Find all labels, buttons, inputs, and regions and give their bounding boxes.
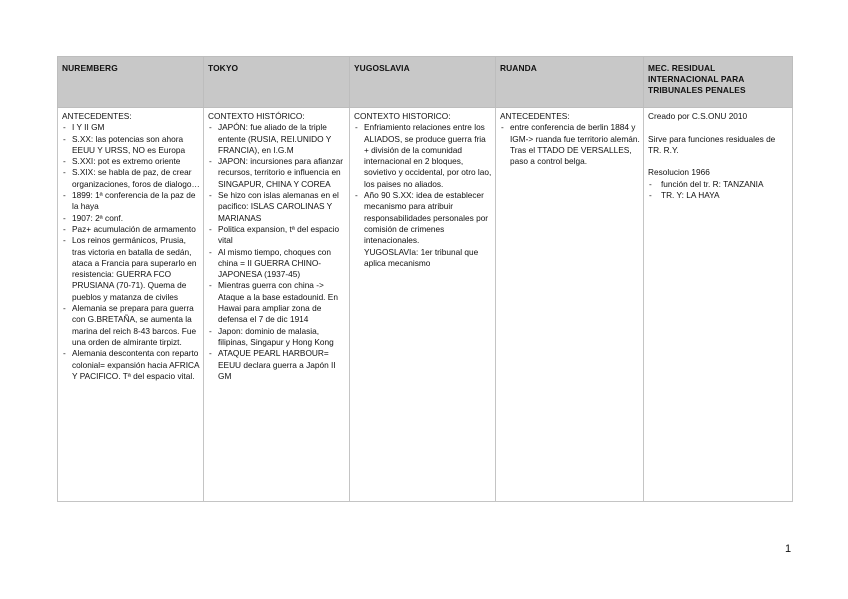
nuremberg-title: ANTECEDENTES:: [62, 111, 132, 121]
list-item: - I Y II GM: [62, 122, 200, 133]
tokyo-title: CONTEXTO HISTÓRICO:: [208, 111, 305, 121]
list-item: - 1899: 1ª conferencia de la paz de la haya: [62, 190, 200, 213]
header-yugoslavia: YUGOSLAVIA: [350, 57, 496, 108]
list-item: - Paz+ acumulación de armamento: [62, 224, 200, 235]
mecanismo-list: [648, 179, 789, 202]
comparison-table: [57, 56, 793, 502]
header-tokyo: TOKYO: [204, 57, 350, 108]
ruanda-list: [500, 122, 640, 167]
mecanismo-purpose: Sirve para funciones residuales de TR. R.Y.: [648, 133, 776, 155]
list-item: - Año 90 S.XX: idea de establecer mecanismo para atribuir responsabilidades personales por comisión de crimenes intenacionales.: [354, 190, 492, 246]
header-ruanda: RUANDA: [496, 57, 644, 108]
list-item: - S.XXI: pot es extremo oriente: [62, 156, 200, 167]
header-mecanismo: MEC. RESIDUAL INTERNACIONAL PARA TRIBUNALES PENALES: [644, 57, 793, 108]
nuremberg-list: [62, 122, 200, 382]
header-row: [58, 57, 793, 108]
list-item: - Al mismo tiempo, choques con china = II GUERRA CHINO-JAPONESA (1937-45): [208, 247, 346, 281]
list-item: - Alemania descontenta con reparto colonial= expansión hacia AFRICA Y PACIFICO. Tª del espacio vital.: [62, 348, 200, 382]
yugoslavia-list: [354, 122, 492, 246]
list-item: - 1907: 2ª conf.: [62, 213, 200, 224]
cell-tokyo: [204, 108, 350, 502]
list-item: - Se hizo con islas alemanas en el pacifico: ISLAS CAROLINAS Y MARIANAS: [208, 190, 346, 224]
header-nuremberg: NUREMBERG: [58, 57, 204, 108]
list-item: - Mientras guerra con china -> Ataque a la base estadounid. En Hawai para ampliar zona de defensa el 7 de dic 1914: [208, 280, 346, 325]
mecanismo-created: Creado por C.S.ONU 2010: [648, 111, 748, 121]
list-item: - entre conferencia de berlin 1884 y IGM-> ruanda fue territorio alemán. Tras el TTADO DE VERSALLES, paso a control belga.: [500, 122, 640, 167]
tokyo-list: [208, 122, 346, 382]
list-item: - Alemania se prepara para guerra con G.BRETAÑA, se aumenta la marina del reich 8-43 barcos. Fue una orden de almirante tirpizt.: [62, 303, 200, 348]
yugoslavia-note: YUGOSLAVIa: 1er tribunal que aplica mecanismo: [364, 246, 479, 268]
list-item: - Enfriamiento relaciones entre los ALIADOS, se produce guerra fria + división de la comunidad internacional en 2 bloques, sovietivo y occidental, por otro lao, los paises no aliados.: [354, 122, 492, 190]
list-item: - función del tr. R: TANZANIA: [648, 179, 789, 190]
list-item: - S.XIX: se habla de paz, de crear organizaciones, foros de dialogo…: [62, 167, 200, 190]
list-item: - Japon: dominio de malasia, filipinas, Singapur y Hong Kong: [208, 326, 346, 349]
list-item: - Los reinos germánicos, Prusia, tras victoria en batalla de sedán, ataca a Francia para superarlo en resistencia: GUERRA FCO PRUSIANA (70-71). Quema de pueblos y matanza de civiles: [62, 235, 200, 303]
content-row: [58, 108, 793, 502]
list-item: - Politica expansion, tª del espacio vital: [208, 224, 346, 247]
list-item: - TR. Y: LA HAYA: [648, 190, 789, 201]
list-item: - ATAQUE PEARL HARBOUR= EEUU declara guerra a Japón II GM: [208, 348, 346, 382]
list-item: - S.XX: las potencias son ahora EEUU Y URSS, NO es Europa: [62, 134, 200, 157]
yugoslavia-title: CONTEXTO HISTORICO:: [354, 111, 451, 121]
list-item: - JAPON: incursiones para afianzar recursos, territorio e influencia en SINGAPUR, CHINA Y COREA: [208, 156, 346, 190]
cell-nuremberg: [58, 108, 204, 502]
list-item: - JAPÓN: fue aliado de la triple entente (RUSIA, REI.UNIDO Y FRANCIA), en I.G.M: [208, 122, 346, 156]
cell-mecanismo: [644, 108, 793, 502]
cell-ruanda: [496, 108, 644, 502]
mecanismo-resolution: Resolucion 1966: [648, 167, 710, 178]
ruanda-title: ANTECEDENTES:: [500, 111, 570, 121]
cell-yugoslavia: [350, 108, 496, 502]
page-number: 1: [785, 543, 792, 555]
